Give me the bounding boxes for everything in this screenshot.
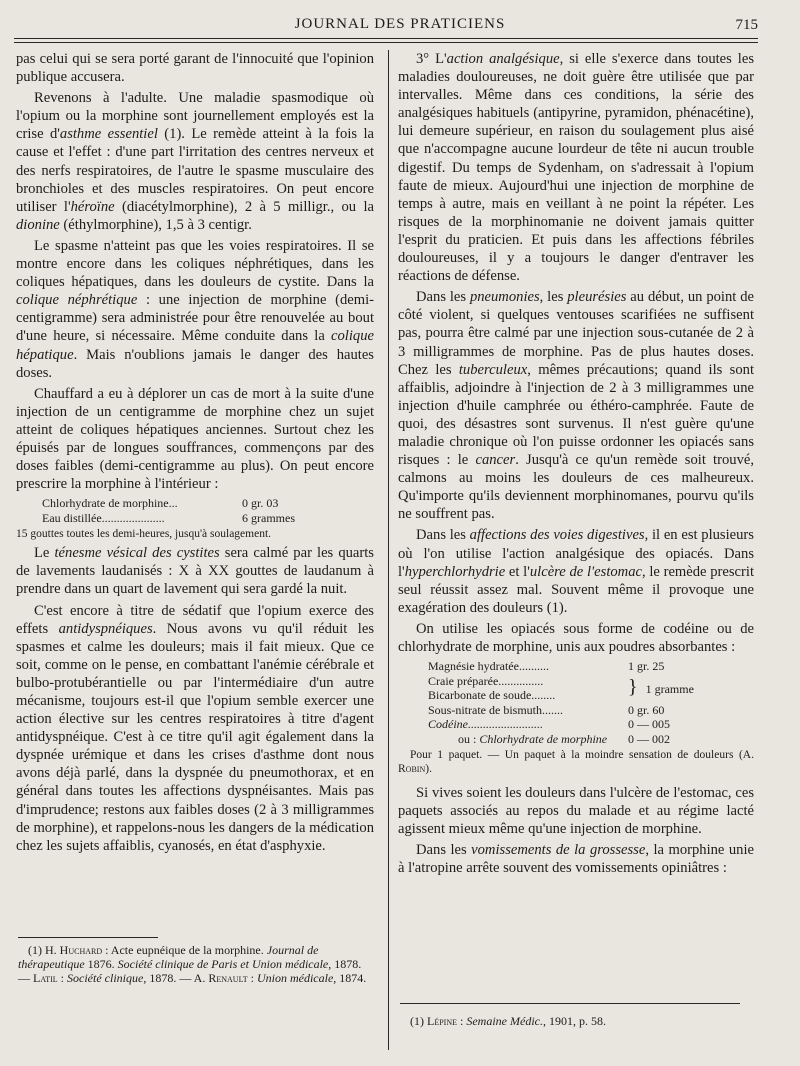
table-row: ou : Chlorhydrate de morphine 0 — 002 [458, 731, 670, 746]
prescription-note: Pour 1 paquet. — Un paquet à la moindre sensation de douleurs (A. Robin). [398, 749, 754, 776]
footnote-right: (1) Lépine : Semaine Médic., 1901, p. 58. [410, 1014, 606, 1028]
footnote-left: (1) H. Huchard : Acte eupnéique de la morphine. Journal de thérapeutique 1876. Société clinique de Paris et Union médicale, 1878. — Latil : Société clinique, 1878. — A. Renault : Union médicale, 1874. [18, 943, 367, 985]
prescription-table [42, 496, 295, 525]
table-row: Sous-nitrate de bismuth....... 0 gr. 60 [428, 702, 665, 717]
header-rule-thin [14, 42, 758, 43]
table-row: Bicarbonate de soude........ [428, 688, 556, 703]
prescription-table [428, 659, 694, 746]
right-column [398, 50, 754, 881]
table-row: Craie préparée............... } 1 gramme [428, 673, 694, 698]
paragraph: pas celui qui se sera porté garant de l'innocuité que l'opinion publique accusera. [16, 51, 374, 86]
table-row: Chlorhydrate de morphine... 0 gr. 03 [42, 496, 279, 511]
brace: } [628, 675, 638, 698]
page-number: 715 [735, 17, 758, 33]
header-rule [14, 38, 758, 39]
paragraph: Dans les affections des voies digestives, il en est plusieurs où l'on utilise l'action analgésique des opiacés. Dans l'hyperchlorhydrie et l'ulcère de l'estomac, le remède prescrit seul réussit assez mal. Souvent même il provoque une exagération des douleurs (1). [398, 527, 755, 616]
table-row: Magnésie hydratée.......... 1 gr. 25 [428, 659, 665, 674]
table-row: Eau distillée..................... 6 grammes [42, 510, 295, 525]
paragraph: Dans les pneumonies, les pleurésies au début, un point de côté violent, si quelques ventouses scarifiées ne suffisent pas, pourra être calmé par une injection sous-cutanée de 2 à 3 milligrammes de morphine. Pas de plus hautes doses. Chez les tuberculeux, mêmes précautions; quand ils sont affaiblis, adjoindre à l'injection de 2 à 3 milligrammes une injection d'huile camphrée ou éthéro-camphrée. Faute de quoi, des désastres sont survenus. Il n'est guère qu'une maladie chronique où l'on puisse ordonner les opiacés sans risques : le cancer. Jusqu'à ce qu'un remède soit trouvé, calmons au moins les douleurs de ces malheureux. Qu'importe qu'ils deviennent morphinomanes, pourvu qu'ils ne souffrent pas. [398, 289, 754, 523]
paragraph: C'est encore à titre de sédatif que l'opium exerce des effets antidyspnéiques. Nous avons vu qu'il réduit les spasmes et calme les douleurs; mais il fait mieux. Que ce soit, comme on le pense, en combattant l'anémie cérébrale et bulbo-protubérantielle ou par l'intermédiaire d'un autre mécanisme, toujours est-il que l'opium semble exercer une action élective sur les centres respiratoires à titre d'agent antidyspnéique. C'est à ce titre qu'il agit également dans la dyspnée urémique et dans les crises d'asthme dont nous avons déjà parlé, dans la dyspnée du pneumothorax, et en général dans toutes les affections dyspnéisantes. Mais pas d'imprudence; restons aux faibles doses (2 à 3 milligrammes de morphine), et rappelons-nous les dangers de la médication chez les sujets affaiblis, cyanosés, en état d'asphyxie. [16, 602, 374, 854]
table-row: Codéine......................... 0 — 005 [428, 717, 670, 732]
left-column [16, 50, 374, 858]
paragraph: Le ténesme vésical des cystites sera calmé par les quarts de lavements laudanisés : X à XX gouttes de laudanum à prendre dans un quart de lavement qui sera gardé la nuit. [16, 545, 374, 598]
running-header-title: JOURNAL DES PRATICIENS [294, 16, 506, 32]
footnote-rule [18, 937, 158, 938]
footnote-rule [400, 1003, 740, 1004]
paragraph: Si vives soient les douleurs dans l'ulcère de l'estomac, ces paquets associés au repos du malade et au régime lacté agissent mieux même qu'une injection de morphine. [398, 785, 754, 838]
paragraph: On utilise les opiacés sous forme de codéine ou de chlorhydrate de morphine, unis aux poudres absorbantes : [398, 620, 754, 655]
prescription-note: 15 gouttes toutes les demi-heures, jusqu'à soulagement. [16, 528, 272, 541]
paragraph: Chauffard a eu à déplorer un cas de mort à la suite d'une injection de un centigramme de morphine chez un sujet atteint de coliques hépatiques anciennes. Surtout chez les épuisés par de longues souffrances, commençons par des doses faibles (demi-centigramme au plus). On peut encore prescrire la morphine à l'intérieur : [16, 385, 374, 493]
column-divider [388, 50, 389, 1050]
paragraph: Dans les vomissements de la grossesse, la morphine unie à l'atropine arrête souvent des vomissements opiniâtres : [398, 842, 754, 877]
paragraph: 3° L'action analgésique, si elle s'exerce dans toutes les maladies douloureuses, ne doit guère être utilisée que par intervalles. Même dans ces conditions, la série des analgésiques habituels (antipyrine, pyramidon, phénacétine), lui demeure supérieur, en raison du soulagement plus aisé que n'accompagne aucune lourdeur de tête ni aucun trouble digestif. Du temps de Sydenham, on s'adressait à l'opium faute de mieux. Aujourd'hui une injection de morphine de temps à autre, mais en veillant à ne point la répéter. Les risques de la morphinomanie ne doivent jamais quitter l'esprit du praticien. Et puis dans les affections fébriles douloureuses, il y a toujours le danger d'entraver les réactions de défense. [398, 51, 754, 285]
paragraph: Revenons à l'adulte. Une maladie spasmodique où l'opium ou la morphine sont journellement employés est la crise d'asthme essentiel (1). Le remède atteint à la fois la cause et l'effet : d'une part l'irritation des centres nerveux et des nerfs respiratoires, de l'autre le spasme musculaire des bronchioles et des muscles respiratoires. On peut encore utiliser l'héroïne (diacétylmorphine), 2 à 5 milligr., ou la dionine (éthylmorphine), 1,5 à 3 centigr. [16, 90, 375, 233]
paragraph: Le spasme n'atteint pas que les voies respiratoires. Il se montre encore dans les coliques néphrétiques, dans les coliques hépatiques, dans les douleurs de cystite. Dans la colique néphrétique : une injection de morphine (demi-centigramme) sera administrée pour être renouvelée au bout d'une heure, si nécessaire. Même conduite dans la colique hépatique. Mais n'oublions jamais le danger des hautes doses. [16, 237, 374, 381]
